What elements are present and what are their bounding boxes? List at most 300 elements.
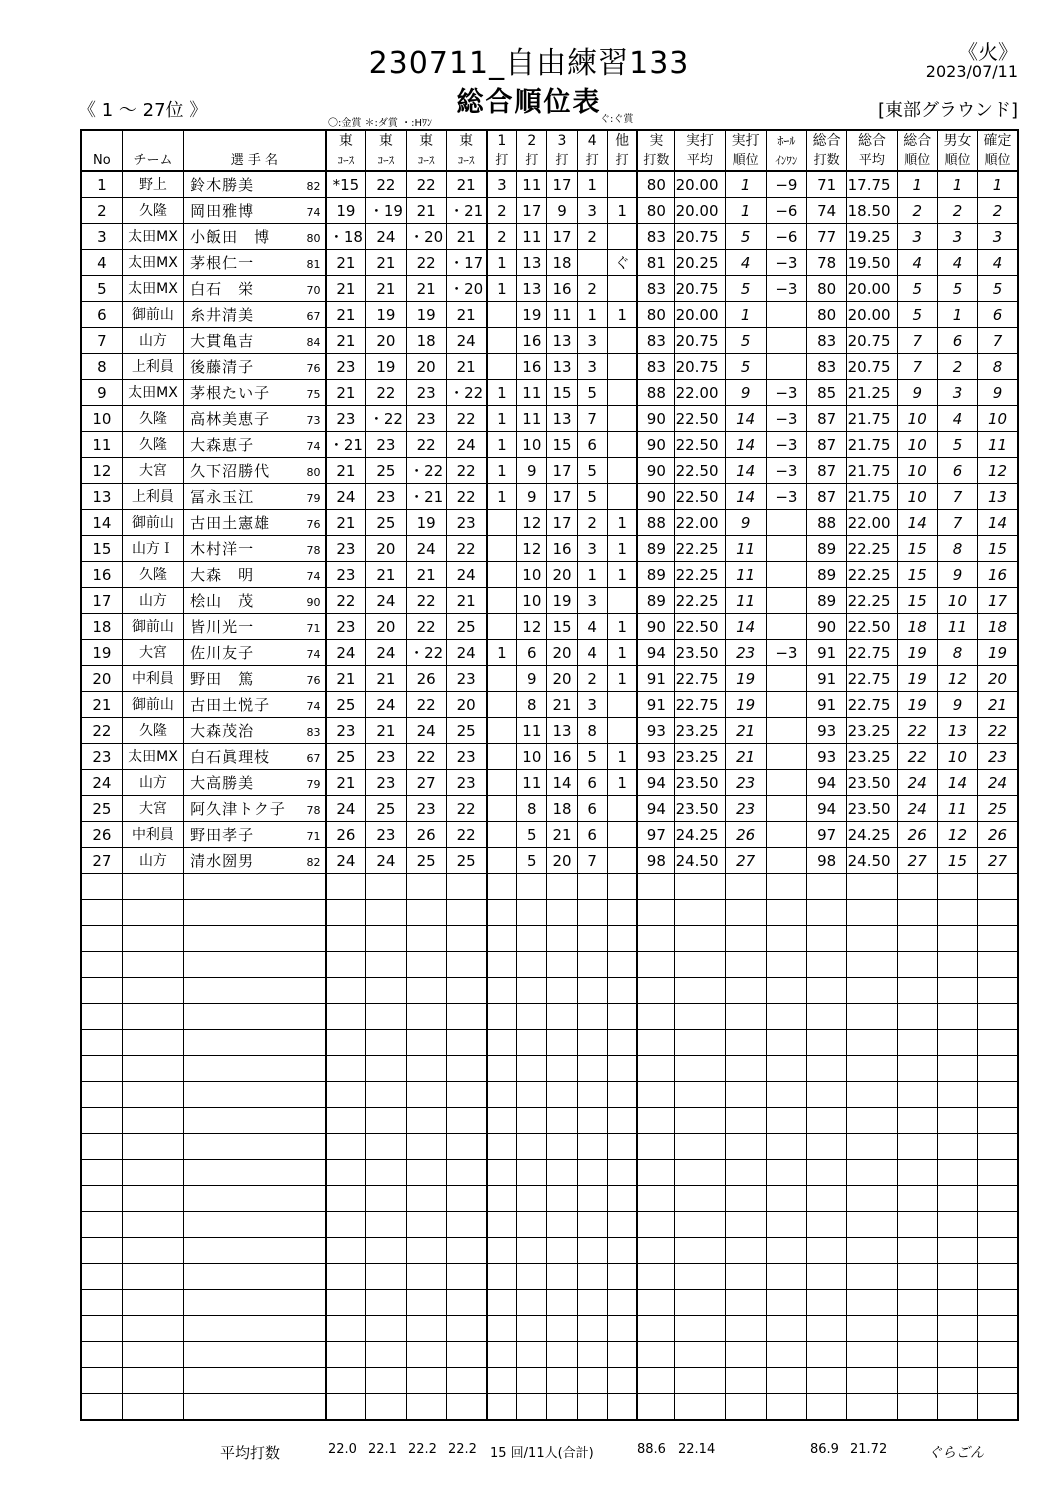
cell-no: 12 bbox=[81, 458, 122, 484]
cell-oth: 1 bbox=[607, 510, 637, 536]
player-age: 82 bbox=[306, 856, 321, 869]
cell-trank: 22 bbox=[897, 744, 937, 770]
column-header: 選 手 名 bbox=[184, 150, 326, 171]
player-name-cell bbox=[184, 380, 326, 406]
weekday: 《火》 bbox=[958, 40, 1018, 64]
cell-d3: 13 bbox=[547, 406, 577, 432]
empty-cell bbox=[766, 978, 806, 1004]
cell-c2: 21 bbox=[366, 666, 406, 692]
player-name: 皆川光一 bbox=[190, 617, 255, 636]
empty-cell bbox=[978, 1082, 1018, 1108]
empty-cell bbox=[547, 1134, 577, 1160]
empty-cell bbox=[766, 1056, 806, 1082]
cell-total: 80 bbox=[807, 302, 847, 328]
empty-cell bbox=[766, 874, 806, 900]
empty-cell bbox=[847, 1134, 897, 1160]
empty-cell bbox=[847, 1316, 897, 1342]
cell-c3: 22 bbox=[406, 614, 446, 640]
player-age: 67 bbox=[306, 310, 321, 323]
player-name-cell bbox=[184, 302, 326, 328]
cell-trank: 27 bbox=[897, 848, 937, 874]
empty-cell bbox=[547, 1056, 577, 1082]
empty-cell bbox=[366, 1212, 406, 1238]
cell-d4: 3 bbox=[577, 692, 607, 718]
column-header: 打 bbox=[517, 150, 547, 171]
cell-d1: 1 bbox=[487, 484, 517, 510]
player-age: 80 bbox=[306, 232, 321, 245]
date: 2023/07/11 bbox=[925, 62, 1018, 81]
cell-c1: *15 bbox=[326, 171, 366, 198]
empty-cell bbox=[978, 874, 1018, 900]
cell-c3: 19 bbox=[406, 510, 446, 536]
cell-rank: 1 bbox=[725, 302, 766, 328]
empty-cell bbox=[725, 874, 766, 900]
cell-tavg: 19.50 bbox=[847, 250, 897, 276]
cell-trank: 5 bbox=[897, 302, 937, 328]
empty-cell bbox=[122, 926, 183, 952]
footer-avg-course3: 22.2 bbox=[408, 1442, 437, 1457]
table-row bbox=[81, 510, 1018, 536]
empty-cell bbox=[807, 874, 847, 900]
cell-shots: 90 bbox=[637, 484, 674, 510]
cell-trank: 19 bbox=[897, 640, 937, 666]
empty-cell bbox=[577, 1212, 607, 1238]
empty-cell bbox=[547, 1030, 577, 1056]
cell-d2: 12 bbox=[517, 510, 547, 536]
cell-c4: 21 bbox=[446, 171, 486, 198]
player-name: 冨永玉江 bbox=[190, 487, 255, 506]
empty-cell bbox=[81, 1342, 122, 1368]
cell-hole bbox=[766, 328, 806, 354]
cell-c2: 21 bbox=[366, 562, 406, 588]
empty-cell bbox=[517, 952, 547, 978]
cell-shots: 90 bbox=[637, 458, 674, 484]
cell-team: 中利員 bbox=[122, 822, 183, 848]
cell-grank: 3 bbox=[937, 224, 977, 250]
cell-tavg: 23.25 bbox=[847, 718, 897, 744]
cell-trank: 19 bbox=[897, 692, 937, 718]
cell-c3: 22 bbox=[406, 171, 446, 198]
empty-cell bbox=[897, 1394, 937, 1421]
cell-d3: 20 bbox=[547, 640, 577, 666]
cell-d1 bbox=[487, 796, 517, 822]
empty-cell bbox=[517, 1264, 547, 1290]
cell-rank: 14 bbox=[725, 432, 766, 458]
cell-total: 78 bbox=[807, 250, 847, 276]
player-name: 小飯田 博 bbox=[190, 227, 271, 246]
empty-cell bbox=[725, 1342, 766, 1368]
cell-avg: 22.50 bbox=[675, 484, 725, 510]
cell-c1: 21 bbox=[326, 458, 366, 484]
empty-cell bbox=[847, 1056, 897, 1082]
cell-c2: 24 bbox=[366, 224, 406, 250]
empty-cell bbox=[897, 1030, 937, 1056]
cell-c2: 21 bbox=[366, 718, 406, 744]
empty-cell bbox=[847, 900, 897, 926]
cell-total: 93 bbox=[807, 744, 847, 770]
cell-c4: ・17 bbox=[446, 250, 486, 276]
cell-d2: 16 bbox=[517, 354, 547, 380]
cell-final: 15 bbox=[978, 536, 1018, 562]
empty-cell bbox=[366, 1030, 406, 1056]
cell-avg: 22.00 bbox=[675, 510, 725, 536]
empty-cell bbox=[366, 1082, 406, 1108]
empty-cell bbox=[406, 1108, 446, 1134]
empty-cell bbox=[547, 1212, 577, 1238]
empty-cell bbox=[577, 1160, 607, 1186]
empty-cell bbox=[978, 1290, 1018, 1316]
empty-cell bbox=[366, 1186, 406, 1212]
player-name: 糸井清美 bbox=[190, 305, 255, 324]
player-name-cell bbox=[184, 692, 326, 718]
empty-row bbox=[81, 1212, 1018, 1238]
empty-cell bbox=[326, 1082, 366, 1108]
empty-cell bbox=[847, 1290, 897, 1316]
cell-shots: 83 bbox=[637, 328, 674, 354]
cell-rank: 23 bbox=[725, 640, 766, 666]
empty-cell bbox=[637, 1316, 674, 1342]
empty-cell bbox=[897, 874, 937, 900]
cell-total: 97 bbox=[807, 822, 847, 848]
cell-oth bbox=[607, 588, 637, 614]
cell-no: 17 bbox=[81, 588, 122, 614]
cell-d4: 6 bbox=[577, 770, 607, 796]
empty-cell bbox=[897, 1108, 937, 1134]
empty-cell bbox=[637, 1368, 674, 1394]
player-name: 後藤清子 bbox=[190, 357, 255, 376]
cell-oth: 1 bbox=[607, 536, 637, 562]
cell-c4: ・20 bbox=[446, 276, 486, 302]
cell-c2: 22 bbox=[366, 171, 406, 198]
cell-team: 上利員 bbox=[122, 354, 183, 380]
cell-c4: 21 bbox=[446, 354, 486, 380]
table-row bbox=[81, 484, 1018, 510]
empty-cell bbox=[577, 1316, 607, 1342]
empty-cell bbox=[81, 1004, 122, 1030]
cell-oth bbox=[607, 171, 637, 198]
cell-tavg: 22.75 bbox=[847, 692, 897, 718]
empty-cell bbox=[487, 1290, 517, 1316]
column-header: チーム bbox=[122, 150, 183, 171]
empty-cell bbox=[766, 1316, 806, 1342]
empty-cell bbox=[978, 1316, 1018, 1342]
empty-cell bbox=[607, 978, 637, 1004]
cell-d1 bbox=[487, 718, 517, 744]
empty-cell bbox=[675, 1108, 725, 1134]
empty-cell bbox=[675, 1056, 725, 1082]
cell-shots: 98 bbox=[637, 848, 674, 874]
cell-tavg: 24.25 bbox=[847, 822, 897, 848]
cell-d3: 17 bbox=[547, 484, 577, 510]
empty-cell bbox=[366, 952, 406, 978]
table-row bbox=[81, 822, 1018, 848]
player-name-cell bbox=[184, 718, 326, 744]
header-row bbox=[81, 150, 1018, 171]
cell-c4: 23 bbox=[446, 510, 486, 536]
cell-rank: 26 bbox=[725, 822, 766, 848]
cell-d1 bbox=[487, 692, 517, 718]
empty-cell bbox=[81, 1186, 122, 1212]
empty-cell bbox=[406, 1290, 446, 1316]
cell-total: 71 bbox=[807, 171, 847, 198]
cell-d4: 6 bbox=[577, 432, 607, 458]
empty-cell bbox=[517, 1030, 547, 1056]
empty-cell bbox=[807, 1030, 847, 1056]
empty-cell bbox=[122, 1030, 183, 1056]
player-name: 大森 明 bbox=[190, 565, 255, 584]
empty-cell bbox=[366, 1004, 406, 1030]
empty-cell bbox=[978, 1186, 1018, 1212]
empty-cell bbox=[897, 1342, 937, 1368]
cell-c2: ・19 bbox=[366, 198, 406, 224]
cell-c4: 20 bbox=[446, 692, 486, 718]
empty-cell bbox=[517, 1004, 547, 1030]
cell-d4: 7 bbox=[577, 848, 607, 874]
cell-d2: 11 bbox=[517, 770, 547, 796]
cell-c3: 22 bbox=[406, 744, 446, 770]
column-header: 打数 bbox=[637, 150, 674, 171]
cell-final: 3 bbox=[978, 224, 1018, 250]
cell-d4: 6 bbox=[577, 796, 607, 822]
empty-cell bbox=[446, 1108, 486, 1134]
empty-cell bbox=[81, 1030, 122, 1056]
cell-team: 御前山 bbox=[122, 302, 183, 328]
empty-cell bbox=[406, 1342, 446, 1368]
table-row bbox=[81, 796, 1018, 822]
empty-cell bbox=[547, 1368, 577, 1394]
player-age: 76 bbox=[306, 362, 321, 375]
cell-d3: 11 bbox=[547, 302, 577, 328]
empty-cell bbox=[607, 926, 637, 952]
cell-c2: 25 bbox=[366, 510, 406, 536]
empty-cell bbox=[81, 1134, 122, 1160]
empty-cell bbox=[897, 900, 937, 926]
cell-shots: 89 bbox=[637, 562, 674, 588]
empty-cell bbox=[184, 1342, 326, 1368]
empty-row bbox=[81, 1342, 1018, 1368]
column-header bbox=[184, 130, 326, 150]
cell-d2: 11 bbox=[517, 406, 547, 432]
cell-total: 88 bbox=[807, 510, 847, 536]
empty-cell bbox=[807, 1264, 847, 1290]
column-header: 実打 bbox=[675, 130, 725, 150]
cell-c3: ・21 bbox=[406, 484, 446, 510]
empty-cell bbox=[577, 1056, 607, 1082]
cell-c4: 24 bbox=[446, 328, 486, 354]
empty-cell bbox=[184, 1082, 326, 1108]
empty-cell bbox=[675, 1394, 725, 1421]
column-header: 実 bbox=[637, 130, 674, 150]
cell-shots: 93 bbox=[637, 718, 674, 744]
cell-c3: 25 bbox=[406, 848, 446, 874]
table-row bbox=[81, 562, 1018, 588]
cell-c4: 24 bbox=[446, 432, 486, 458]
empty-cell bbox=[607, 1004, 637, 1030]
empty-cell bbox=[184, 1368, 326, 1394]
empty-cell bbox=[406, 1394, 446, 1421]
cell-c4: 22 bbox=[446, 796, 486, 822]
cell-d2: 12 bbox=[517, 614, 547, 640]
cell-d1 bbox=[487, 302, 517, 328]
column-header: 東 bbox=[326, 130, 366, 150]
empty-cell bbox=[184, 1030, 326, 1056]
empty-cell bbox=[446, 952, 486, 978]
empty-cell bbox=[897, 1264, 937, 1290]
cell-trank: 5 bbox=[897, 276, 937, 302]
empty-cell bbox=[897, 926, 937, 952]
empty-row bbox=[81, 1238, 1018, 1264]
table-row bbox=[81, 718, 1018, 744]
empty-cell bbox=[446, 1004, 486, 1030]
cell-avg: 24.50 bbox=[675, 848, 725, 874]
empty-cell bbox=[326, 1316, 366, 1342]
cell-team: 上利員 bbox=[122, 484, 183, 510]
empty-cell bbox=[637, 1056, 674, 1082]
empty-cell bbox=[807, 1108, 847, 1134]
cell-no: 7 bbox=[81, 328, 122, 354]
cell-no: 21 bbox=[81, 692, 122, 718]
cell-c1: 23 bbox=[326, 536, 366, 562]
column-header: ｲﾝﾜﾝ bbox=[766, 150, 806, 171]
empty-cell bbox=[577, 978, 607, 1004]
cell-grank: 6 bbox=[937, 458, 977, 484]
cell-d3: 18 bbox=[547, 250, 577, 276]
empty-cell bbox=[978, 1004, 1018, 1030]
cell-c2: 23 bbox=[366, 432, 406, 458]
cell-avg: 20.00 bbox=[675, 302, 725, 328]
player-name-cell bbox=[184, 198, 326, 224]
empty-cell bbox=[577, 926, 607, 952]
cell-no: 16 bbox=[81, 562, 122, 588]
empty-row bbox=[81, 1316, 1018, 1342]
player-age: 83 bbox=[306, 726, 321, 739]
player-name-cell bbox=[184, 588, 326, 614]
empty-cell bbox=[366, 900, 406, 926]
cell-rank: 11 bbox=[725, 536, 766, 562]
cell-team: 大宮 bbox=[122, 796, 183, 822]
cell-hole: −3 bbox=[766, 250, 806, 276]
empty-cell bbox=[547, 1290, 577, 1316]
empty-cell bbox=[937, 1290, 977, 1316]
cell-c4: 24 bbox=[446, 640, 486, 666]
empty-cell bbox=[122, 1342, 183, 1368]
empty-cell bbox=[847, 978, 897, 1004]
cell-c1: 24 bbox=[326, 848, 366, 874]
column-header: 総合 bbox=[807, 130, 847, 150]
page-subtitle: 総合順位表 bbox=[456, 87, 602, 118]
cell-total: 98 bbox=[807, 848, 847, 874]
player-name: 鈴木勝美 bbox=[190, 175, 255, 194]
empty-cell bbox=[675, 1082, 725, 1108]
empty-row bbox=[81, 874, 1018, 900]
ground-name: [東部グラウンド] bbox=[877, 100, 1018, 121]
empty-cell bbox=[326, 1030, 366, 1056]
cell-hole bbox=[766, 562, 806, 588]
cell-total: 94 bbox=[807, 770, 847, 796]
empty-row bbox=[81, 1082, 1018, 1108]
empty-cell bbox=[122, 1212, 183, 1238]
cell-grank: 8 bbox=[937, 640, 977, 666]
player-name-cell bbox=[184, 250, 326, 276]
cell-d3: 21 bbox=[547, 692, 577, 718]
empty-cell bbox=[675, 926, 725, 952]
empty-cell bbox=[487, 952, 517, 978]
cell-no: 25 bbox=[81, 796, 122, 822]
empty-cell bbox=[766, 1290, 806, 1316]
player-age: 79 bbox=[306, 778, 321, 791]
cell-hole bbox=[766, 302, 806, 328]
empty-cell bbox=[607, 1264, 637, 1290]
empty-cell bbox=[675, 952, 725, 978]
cell-avg: 22.50 bbox=[675, 458, 725, 484]
empty-cell bbox=[766, 1212, 806, 1238]
cell-hole: −6 bbox=[766, 224, 806, 250]
cell-c1: 21 bbox=[326, 250, 366, 276]
cell-c2: 23 bbox=[366, 822, 406, 848]
cell-d2: 8 bbox=[517, 796, 547, 822]
cell-team: 久隆 bbox=[122, 562, 183, 588]
empty-cell bbox=[766, 1030, 806, 1056]
empty-cell bbox=[487, 926, 517, 952]
empty-cell bbox=[607, 1082, 637, 1108]
empty-cell bbox=[366, 1264, 406, 1290]
cell-oth bbox=[607, 380, 637, 406]
empty-row bbox=[81, 1394, 1018, 1421]
cell-c4: ・22 bbox=[446, 380, 486, 406]
cell-rank: 14 bbox=[725, 614, 766, 640]
cell-d3: 16 bbox=[547, 536, 577, 562]
empty-cell bbox=[487, 900, 517, 926]
empty-cell bbox=[637, 1108, 674, 1134]
empty-row bbox=[81, 952, 1018, 978]
cell-avg: 22.75 bbox=[675, 666, 725, 692]
cell-d4: 5 bbox=[577, 458, 607, 484]
cell-no: 5 bbox=[81, 276, 122, 302]
cell-no: 18 bbox=[81, 614, 122, 640]
cell-shots: 83 bbox=[637, 224, 674, 250]
cell-team: 太田MX bbox=[122, 224, 183, 250]
empty-cell bbox=[446, 1290, 486, 1316]
cell-d2: 11 bbox=[517, 171, 547, 198]
cell-c1: 23 bbox=[326, 354, 366, 380]
empty-row bbox=[81, 1134, 1018, 1160]
cell-tavg: 23.25 bbox=[847, 744, 897, 770]
cell-hole bbox=[766, 666, 806, 692]
cell-c2: 24 bbox=[366, 640, 406, 666]
empty-cell bbox=[847, 1030, 897, 1056]
table-row bbox=[81, 380, 1018, 406]
column-header: 順位 bbox=[937, 150, 977, 171]
empty-cell bbox=[81, 1212, 122, 1238]
cell-shots: 88 bbox=[637, 380, 674, 406]
cell-d1: 1 bbox=[487, 276, 517, 302]
cell-grank: 2 bbox=[937, 354, 977, 380]
empty-cell bbox=[675, 1134, 725, 1160]
table-row bbox=[81, 692, 1018, 718]
cell-d2: 9 bbox=[517, 458, 547, 484]
cell-d3: 16 bbox=[547, 744, 577, 770]
empty-cell bbox=[577, 952, 607, 978]
empty-cell bbox=[326, 1290, 366, 1316]
empty-cell bbox=[577, 1082, 607, 1108]
cell-d3: 9 bbox=[547, 198, 577, 224]
empty-cell bbox=[517, 1082, 547, 1108]
cell-final: 7 bbox=[978, 328, 1018, 354]
empty-cell bbox=[122, 952, 183, 978]
player-name: 古田土悦子 bbox=[190, 695, 271, 714]
player-age: 75 bbox=[306, 388, 321, 401]
empty-cell bbox=[607, 1134, 637, 1160]
